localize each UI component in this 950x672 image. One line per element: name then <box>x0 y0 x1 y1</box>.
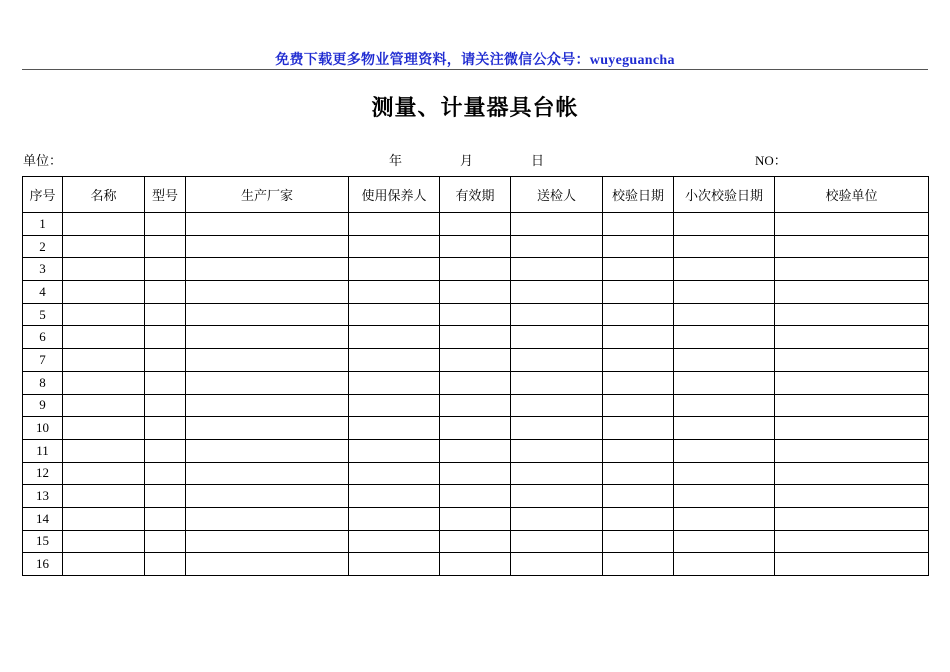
row-serial-cell: 8 <box>23 371 63 394</box>
row-serial-cell: 16 <box>23 553 63 576</box>
column-header-serial: 序号 <box>23 177 63 213</box>
table-cell <box>440 507 511 530</box>
table-cell <box>186 553 349 576</box>
promo-banner: 免费下载更多物业管理资料，请关注微信公众号：wuyeguancha <box>275 53 675 68</box>
table-cell <box>674 235 775 258</box>
table-cell <box>63 417 145 440</box>
table-cell <box>186 507 349 530</box>
table-row <box>23 326 929 349</box>
table-cell <box>775 530 929 553</box>
table-cell <box>186 439 349 462</box>
table-cell <box>603 507 674 530</box>
table-cell <box>63 462 145 485</box>
table-cell <box>186 462 349 485</box>
table-cell <box>349 507 440 530</box>
table-cell <box>511 462 603 485</box>
table-cell <box>349 213 440 236</box>
table-cell <box>511 281 603 304</box>
table-cell <box>775 213 929 236</box>
table-cell <box>775 417 929 440</box>
table-cell <box>775 553 929 576</box>
table-cell <box>674 303 775 326</box>
table-cell <box>63 553 145 576</box>
table-cell <box>775 326 929 349</box>
table-cell <box>603 530 674 553</box>
table-cell <box>440 394 511 417</box>
table-cell <box>349 417 440 440</box>
table-cell <box>674 485 775 508</box>
table-cell <box>603 417 674 440</box>
table-row <box>23 417 929 440</box>
column-header-calibration-date: 校验日期 <box>603 177 674 213</box>
table-cell <box>186 417 349 440</box>
table-row <box>23 213 929 236</box>
table-cell <box>674 349 775 372</box>
number-label: NO： <box>755 153 787 168</box>
table-row <box>23 258 929 281</box>
table-cell <box>603 371 674 394</box>
table-cell <box>603 326 674 349</box>
table-cell <box>603 258 674 281</box>
table-cell <box>145 258 186 281</box>
row-serial-cell: 9 <box>23 394 63 417</box>
table-row <box>23 235 929 258</box>
table-cell <box>145 462 186 485</box>
table-cell <box>349 326 440 349</box>
table-cell <box>775 507 929 530</box>
table-cell <box>440 485 511 508</box>
table-cell <box>186 485 349 508</box>
table-cell <box>511 303 603 326</box>
column-header-name: 名称 <box>63 177 145 213</box>
row-serial-cell: 12 <box>23 462 63 485</box>
table-row <box>23 485 929 508</box>
table-cell <box>63 281 145 304</box>
table-cell <box>186 349 349 372</box>
table-cell <box>674 326 775 349</box>
table-cell <box>511 485 603 508</box>
table-cell <box>511 553 603 576</box>
table-cell <box>440 281 511 304</box>
column-header-manufacturer: 生产厂家 <box>186 177 349 213</box>
table-cell <box>511 439 603 462</box>
table-cell <box>440 439 511 462</box>
day-label: 日 <box>531 153 545 168</box>
table-cell <box>145 553 186 576</box>
table-cell <box>603 439 674 462</box>
table-cell <box>674 462 775 485</box>
table-cell <box>145 235 186 258</box>
column-header-submitter: 送检人 <box>511 177 603 213</box>
column-header-calibration-unit: 校验单位 <box>775 177 929 213</box>
table-cell <box>349 530 440 553</box>
table-cell <box>145 417 186 440</box>
table-cell <box>440 258 511 281</box>
table-cell <box>63 235 145 258</box>
table-cell <box>440 235 511 258</box>
table-cell <box>349 258 440 281</box>
table-cell <box>674 530 775 553</box>
table-cell <box>603 553 674 576</box>
table-cell <box>349 485 440 508</box>
table-cell <box>63 258 145 281</box>
table-cell <box>674 394 775 417</box>
table-row <box>23 371 929 394</box>
table-cell <box>349 349 440 372</box>
month-label: 月 <box>460 153 474 168</box>
table-cell <box>145 394 186 417</box>
table-row <box>23 507 929 530</box>
table-cell <box>674 213 775 236</box>
table-cell <box>186 281 349 304</box>
table-cell <box>349 235 440 258</box>
table-row <box>23 394 929 417</box>
table-cell <box>603 303 674 326</box>
table-cell <box>145 485 186 508</box>
table-row <box>23 349 929 372</box>
table-cell <box>775 258 929 281</box>
table-cell <box>63 530 145 553</box>
table-cell <box>186 258 349 281</box>
table-cell <box>440 553 511 576</box>
table-cell <box>186 371 349 394</box>
table-cell <box>775 485 929 508</box>
table-cell <box>775 439 929 462</box>
table-cell <box>63 485 145 508</box>
table-cell <box>63 326 145 349</box>
table-cell <box>145 326 186 349</box>
table-cell <box>440 417 511 440</box>
table-cell <box>349 394 440 417</box>
table-cell <box>603 213 674 236</box>
table-cell <box>511 417 603 440</box>
table-cell <box>63 394 145 417</box>
table-cell <box>63 303 145 326</box>
table-cell <box>63 213 145 236</box>
table-cell <box>511 258 603 281</box>
table-cell <box>775 349 929 372</box>
table-cell <box>511 371 603 394</box>
table-cell <box>440 213 511 236</box>
table-cell <box>349 462 440 485</box>
table-cell <box>674 439 775 462</box>
table-cell <box>145 303 186 326</box>
table-cell <box>511 530 603 553</box>
row-serial-cell: 15 <box>23 530 63 553</box>
table-cell <box>775 303 929 326</box>
row-serial-cell: 4 <box>23 281 63 304</box>
table-cell <box>603 235 674 258</box>
table-row <box>23 281 929 304</box>
unit-label: 单位： <box>23 153 63 168</box>
table-cell <box>674 371 775 394</box>
table-cell <box>440 326 511 349</box>
table-cell <box>145 213 186 236</box>
table-cell <box>440 462 511 485</box>
table-cell <box>349 439 440 462</box>
table-cell <box>674 507 775 530</box>
row-serial-cell: 5 <box>23 303 63 326</box>
table-cell <box>186 235 349 258</box>
table-cell <box>603 485 674 508</box>
table-cell <box>349 553 440 576</box>
row-serial-cell: 2 <box>23 235 63 258</box>
instrument-ledger-table <box>22 176 929 576</box>
row-serial-cell: 7 <box>23 349 63 372</box>
table-cell <box>511 394 603 417</box>
table-cell <box>674 553 775 576</box>
table-cell <box>674 258 775 281</box>
table-cell <box>63 371 145 394</box>
page-title: 测量、计量器具台帐 <box>371 96 579 121</box>
table-cell <box>145 439 186 462</box>
table-cell <box>511 235 603 258</box>
table-cell <box>186 303 349 326</box>
table-cell <box>603 394 674 417</box>
table-cell <box>440 530 511 553</box>
table-row <box>23 530 929 553</box>
table-cell <box>186 213 349 236</box>
column-header-next-calibration-date: 小次校验日期 <box>674 177 775 213</box>
table-row <box>23 303 929 326</box>
header-divider <box>22 69 928 70</box>
table-row <box>23 553 929 576</box>
table-cell <box>511 326 603 349</box>
table-cell <box>511 213 603 236</box>
table-cell <box>145 371 186 394</box>
table-cell <box>63 439 145 462</box>
table-cell <box>603 349 674 372</box>
row-serial-cell: 10 <box>23 417 63 440</box>
table-cell <box>349 371 440 394</box>
table-cell <box>775 371 929 394</box>
table-cell <box>145 530 186 553</box>
row-serial-cell: 1 <box>23 213 63 236</box>
table-header-row <box>23 177 929 213</box>
column-header-validity: 有效期 <box>440 177 511 213</box>
table-cell <box>511 507 603 530</box>
table-cell <box>775 235 929 258</box>
table-cell <box>63 507 145 530</box>
table-cell <box>674 281 775 304</box>
table-cell <box>775 462 929 485</box>
table-cell <box>349 303 440 326</box>
table-row <box>23 439 929 462</box>
table-row <box>23 462 929 485</box>
table-cell <box>145 349 186 372</box>
table-cell <box>145 281 186 304</box>
table-cell <box>674 417 775 440</box>
table-cell <box>603 462 674 485</box>
table-cell <box>440 349 511 372</box>
table-cell <box>775 394 929 417</box>
table-cell <box>511 349 603 372</box>
row-serial-cell: 3 <box>23 258 63 281</box>
table-cell <box>349 281 440 304</box>
row-serial-cell: 11 <box>23 439 63 462</box>
table-cell <box>440 303 511 326</box>
row-serial-cell: 13 <box>23 485 63 508</box>
table-cell <box>775 281 929 304</box>
row-serial-cell: 6 <box>23 326 63 349</box>
table-cell <box>440 371 511 394</box>
table-cell <box>145 507 186 530</box>
row-serial-cell: 14 <box>23 507 63 530</box>
table-cell <box>63 349 145 372</box>
year-label: 年 <box>389 153 403 168</box>
table-cell <box>603 281 674 304</box>
column-header-model: 型号 <box>145 177 186 213</box>
table-cell <box>186 530 349 553</box>
table-cell <box>186 326 349 349</box>
table-cell <box>186 394 349 417</box>
column-header-custodian: 使用保养人 <box>349 177 440 213</box>
